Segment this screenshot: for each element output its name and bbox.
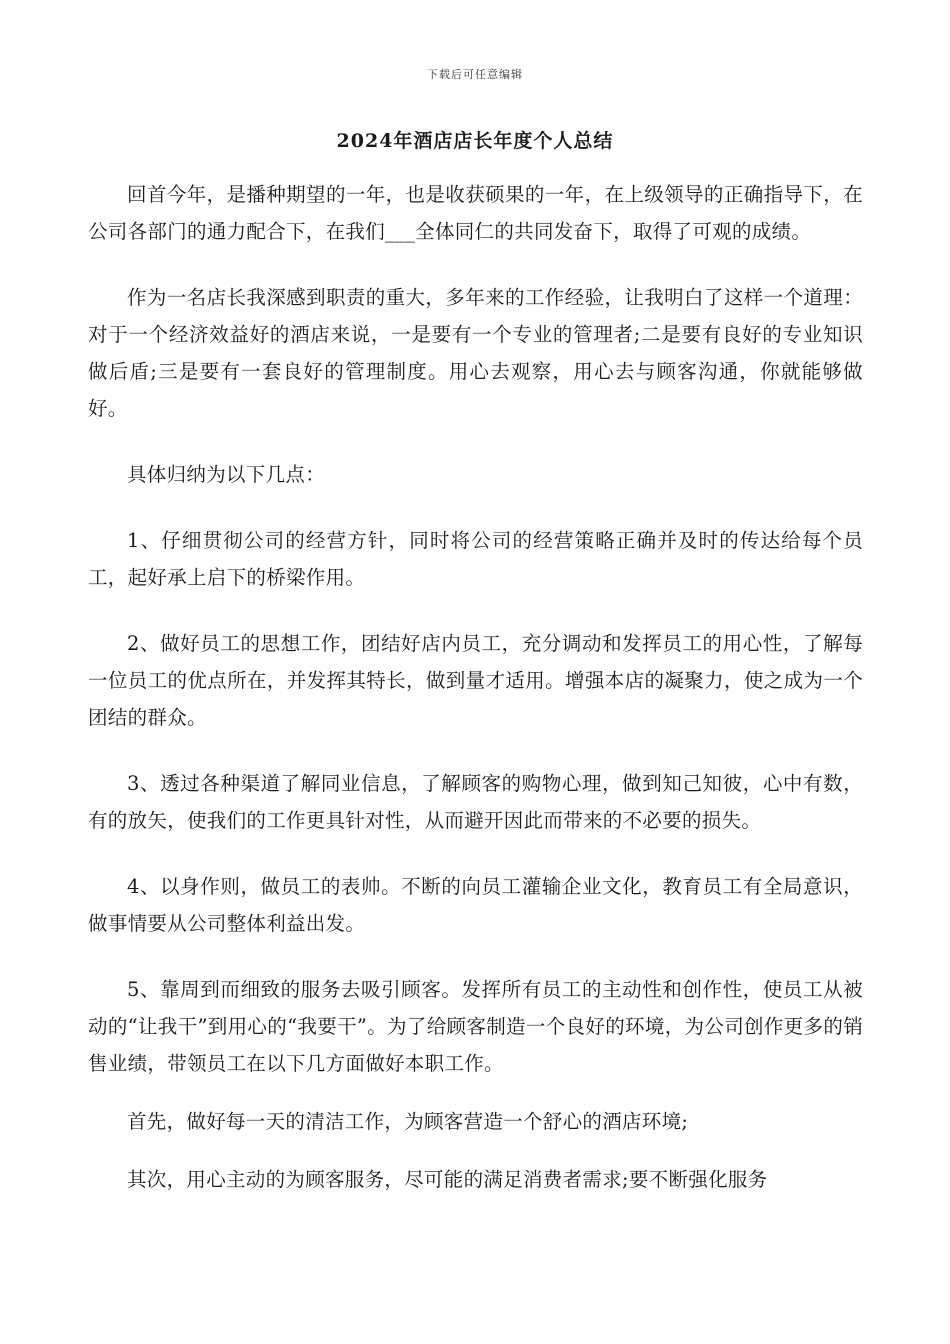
document-body — [88, 176, 863, 1227]
paragraph-first: 首先，做好每一天的清洁工作，为顾客营造一个舒心的酒店环境; — [127, 1110, 689, 1133]
paragraph-point-2: 2、做好员工的思想工作，团结好店内员工，充分调动和发挥员工的用心性，了解每一位员工的优点所在，并发挥其特长，做到量才适用。增强本店的凝聚力，使之成为一个团结的群众。 — [88, 632, 863, 729]
paragraph-point-4: 4、以身作则，做员工的表帅。不断的向员工灌输企业文化，教育员工有全局意识，做事情要从公司整体利益出发。 — [88, 875, 863, 935]
paragraph-summary-lead: 具体归纳为以下几点： — [127, 463, 326, 486]
paragraph-point-5: 5、靠周到而细致的服务去吸引顾客。发挥所有员工的主动性和创作性，使员工从被动的“让我干”到用心的“我要干”。为了给顾客制造一个良好的环境，为公司创作更多的销售业绩，带领员工在以下几方面做好本职工作。 — [88, 978, 863, 1075]
document-title: 2024年酒店店长年度个人总结 — [336, 130, 614, 152]
header-note: 下载后可任意编辑 — [427, 68, 523, 81]
paragraph-second: 其次，用心主动的为顾客服务，尽可能的满足消费者需求;要不断强化服务 — [127, 1168, 768, 1191]
paragraph-point-1: 1、仔细贯彻公司的经营方针，同时将公司的经营策略正确并及时的传达给每个员工，起好承上启下的桥梁作用。 — [88, 529, 863, 589]
paragraph-intro: 回首今年，是播种期望的一年，也是收获硕果的一年，在上级领导的正确指导下，在公司各部门的通力配合下，在我们___全体同仁的共同发奋下，取得了可观的成绩。 — [88, 183, 863, 243]
paragraph-point-3: 3、透过各种渠道了解同业信息，了解顾客的购物心理，做到知己知彼，心中有数，有的放矢，使我们的工作更具针对性，从而避开因此而带来的不必要的损失。 — [88, 772, 863, 832]
paragraph-role: 作为一名店长我深感到职责的重大，多年来的工作经验，让我明白了这样一个道理：对于一个经济效益好的酒店来说，一是要有一个专业的管理者;二是要有良好的专业知识做后盾;三是要有一套良好的管理制度。用心去观察，用心去与顾客沟通，你就能够做好。 — [88, 286, 863, 420]
